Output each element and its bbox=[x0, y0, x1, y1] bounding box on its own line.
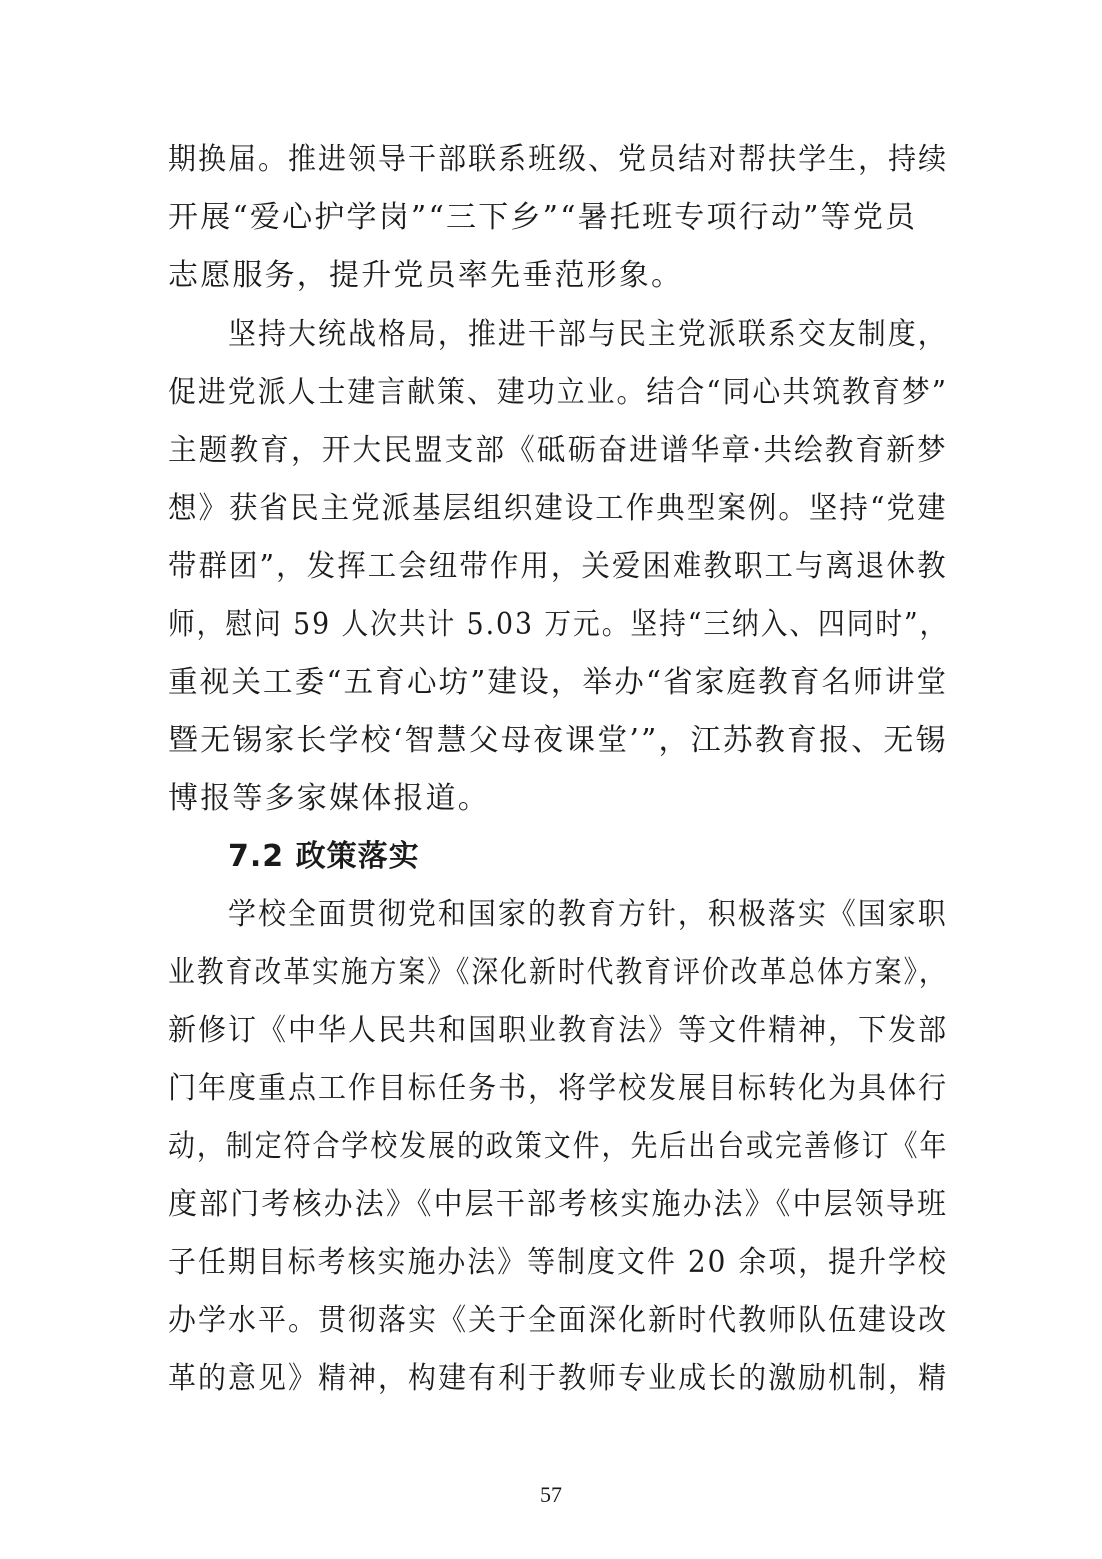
text-line: 坚持大统战格局，推进干部与民主党派联系交友制度， bbox=[228, 317, 948, 352]
text-line: 想》获省民主党派基层组织建设工作典型案例。坚持“党建 bbox=[168, 491, 948, 526]
text-line: 带群团”，发挥工会纽带作用，关爱困难教职工与离退休教 bbox=[168, 549, 948, 584]
section-heading: 7.2 政策落实 bbox=[228, 839, 420, 874]
text-line: 主题教育，开大民盟支部《砥砺奋进谱华章·共绘教育新梦 bbox=[168, 433, 948, 468]
text-line: 博报等多家媒体报道。 bbox=[168, 781, 490, 816]
text-line: 期换届。推进领导干部联系班级、党员结对帮扶学生，持续 bbox=[168, 142, 949, 177]
text-line: 业教育改革实施方案》《深化新时代教育评价改革总体方案》， bbox=[168, 955, 948, 990]
text-line: 革的意见》精神，构建有利于教师专业成长的激励机制，精 bbox=[168, 1361, 949, 1396]
text-line: 学校全面贯彻党和国家的教育方针，积极落实《国家职 bbox=[228, 897, 948, 932]
text-line: 办学水平。贯彻落实《关于全面深化新时代教师队伍建设改 bbox=[168, 1303, 949, 1338]
text-line: 暨无锡家长学校‘智慧父母夜课堂’”，江苏教育报、无锡 bbox=[168, 723, 948, 758]
text-line: 门年度重点工作目标任务书，将学校发展目标转化为具体行 bbox=[168, 1071, 949, 1106]
text-line: 开展“爱心护学岗”“三下乡”“暑托班专项行动”等党员 bbox=[168, 200, 918, 235]
text-line: 师，慰问 59 人次共计 5.03 万元。坚持“三纳入、四同时”， bbox=[168, 607, 949, 642]
text-line: 度部门考核办法》《中层干部考核实施办法》《中层领导班 bbox=[168, 1187, 949, 1222]
text-line: 动，制定符合学校发展的政策文件，先后出台或完善修订《年 bbox=[168, 1129, 949, 1164]
text-line: 志愿服务，提升党员率先垂范形象。 bbox=[168, 258, 684, 293]
text-line: 新修订《中华人民共和国职业教育法》等文件精神，下发部 bbox=[168, 1013, 949, 1048]
text-line: 促进党派人士建言献策、建功立业。结合“同心共筑教育梦” bbox=[168, 375, 949, 410]
page-number: 57 bbox=[540, 1482, 562, 1507]
text-line: 子任期目标考核实施办法》等制度文件 20 余项，提升学校 bbox=[168, 1245, 948, 1280]
text-line: 重视关工委“五育心坊”建设，举办“省家庭教育名师讲堂 bbox=[168, 665, 949, 700]
